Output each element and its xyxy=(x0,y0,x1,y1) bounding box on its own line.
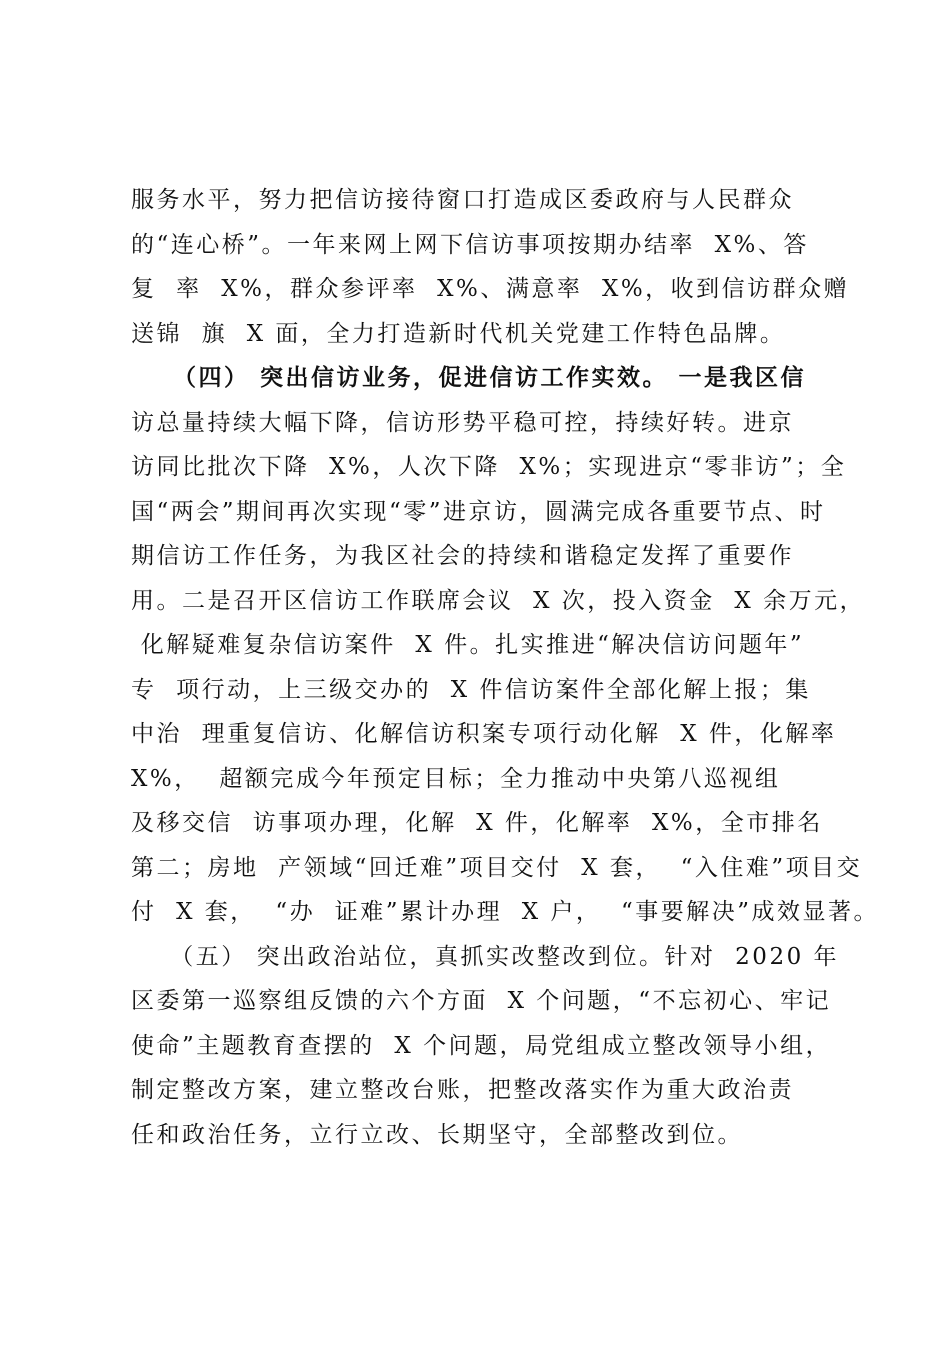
text-line: 中治 理重复信访、化解信访积案专项行动化解 X 件，化解率 xyxy=(131,721,837,747)
text-line: 访总量持续大幅下降，信访形势平稳可控，持续好转。进京 xyxy=(131,409,794,436)
section-heading-line: （四） 突出信访业务，促进信访工作实效。 一是我区信 xyxy=(131,364,807,391)
text-line: 第二；房地 产领域“回迁难”项目交付 X 套， “入住难”项目交 xyxy=(131,854,863,881)
text-line: 服务水平，努力把信访接待窗口打造成区委政府与人民群众 xyxy=(131,187,794,213)
text-line: 任和政治任务，立行立改、长期坚守，全部整改到位。 xyxy=(131,1121,743,1148)
text-line: 国“两会”期间再次实现“零”进京访，圆满完成各重要节点、时 xyxy=(131,498,826,525)
text-line: 的“连心桥”。一年来网上网下信访事项按期办结率 X%、答 xyxy=(131,231,809,258)
text-line: 制定整改方案，建立整改台账，把整改落实作为重大政治责 xyxy=(131,1077,794,1103)
body-text xyxy=(131,178,880,1157)
text-line: 用。二是召开区信访工作联席会议 X 次，投入资金 X 余万元， xyxy=(131,587,866,614)
text-line: 期信访工作任务，为我区社会的持续和谐稳定发挥了重要作 xyxy=(131,543,794,569)
text-line: 及移交信 访事项办理，化解 X 件，化解率 X%，全市排名 xyxy=(131,810,823,836)
text-line: 区委第一巡察组反馈的六个方面 X 个问题，“不忘初心、牢记 xyxy=(131,988,832,1014)
text-line: X%， 超额完成今年预定目标；全力推动中央第八巡视组 xyxy=(131,765,781,792)
text-line: 化解疑难复杂信访案件 X 件。扎实推进“解决信访问题年” xyxy=(131,632,805,658)
text-line: 访同比批次下降 X%，人次下降 X%；实现进京“零非访”；全 xyxy=(131,454,847,480)
text-line: 复 率 X%，群众参评率 X%、满意率 X%，收到信访群众赠 xyxy=(131,276,850,302)
text-line: 付 X 套， “办 证难”累计办理 X 户， “事要解决”成效显著。 xyxy=(131,899,880,925)
text-line: 使命”主题教育查摆的 X 个问题，局党组成立整改领导小组， xyxy=(131,1032,832,1059)
section-heading-line: （五） 突出政治站位，真抓实改整改到位。针对 2020 年 xyxy=(131,943,840,970)
text-line: 专 项行动，上三级交办的 X 件信访案件全部化解上报；集 xyxy=(131,676,811,703)
text-line: 送锦 旗 X 面，全力打造新时代机关党建工作特色品牌。 xyxy=(131,320,786,347)
